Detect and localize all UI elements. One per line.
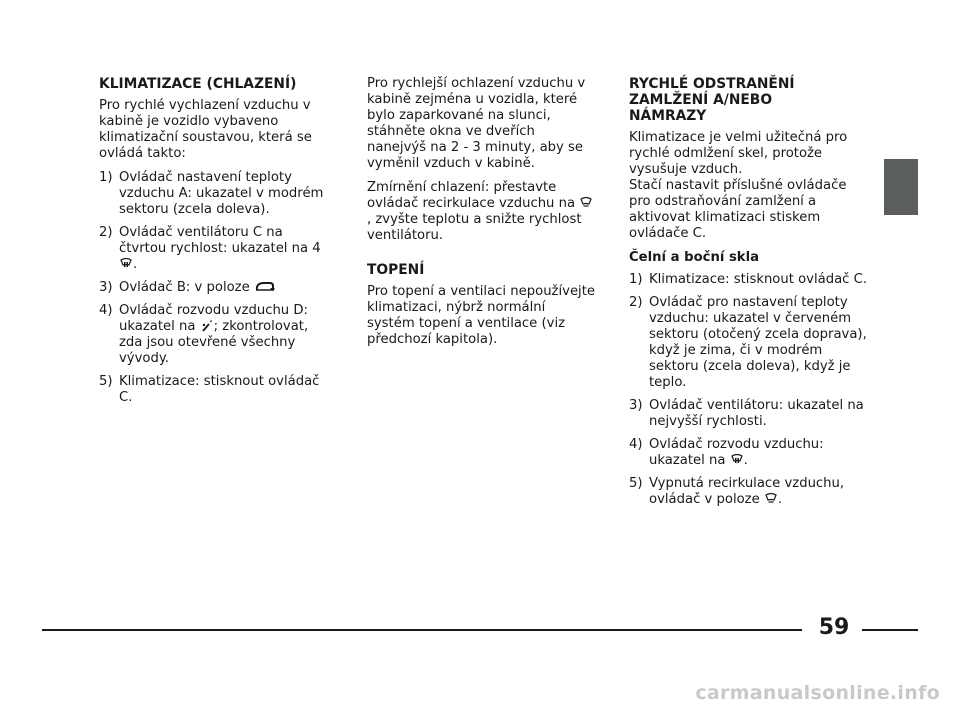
recirculation-icon xyxy=(255,281,275,292)
column-quick-cooling xyxy=(367,76,597,356)
fresh-air-icon xyxy=(580,197,592,208)
list-item: 5) Klimatizace: stisknout ovládač C. xyxy=(99,374,320,405)
column-air-conditioning xyxy=(99,76,334,413)
defogging-steps-list xyxy=(629,272,869,508)
list-item: 2) Ovládač ventilátoru C na čtvrtou rychlost: ukazatel na 4 . xyxy=(99,225,321,272)
footer-rule-right xyxy=(862,629,918,631)
list-item: 4) Ovládač rozvodu vzduchu: ukazatel na . xyxy=(629,437,824,468)
defogging-intro: Klimatizace je velmi užitečná pro rychlé odmlžení skel, protože vysušuje vzduch. xyxy=(629,130,848,177)
list-item: 3) Ovládač B: v poloze xyxy=(99,280,334,296)
subsection-title-windows: Čelní a boční skla xyxy=(629,250,759,265)
page-number: 59 xyxy=(818,615,850,640)
list-item: 3) Ovládač ventilátoru: ukazatel na nejvyšší rychlosti. xyxy=(629,398,864,429)
windshield-defrost-icon xyxy=(120,258,132,269)
list-item: 2) Ovládač pro nastavení teploty vzduchu: ukazatel v červeném sektoru (otočený zcela doprava), když je zima, či v modrém sektoru (zcela doleva), když je teplo. xyxy=(629,295,867,390)
watermark: carmanualsonline.info xyxy=(695,682,940,704)
section-title-heating: TOPENÍ xyxy=(367,262,425,278)
column-defogging xyxy=(629,76,869,515)
list-item: 1) Ovládač nastavení teploty vzduchu A: ukazatel v modrém sektoru (zcela doleva). xyxy=(99,170,324,217)
cooling-steps-list xyxy=(99,170,334,406)
intro-paragraph: Pro rychlé vychlazení vzduchu v kabině je vozidlo vybaveno klimatizační soustavou, která se ovládá takto: xyxy=(99,98,312,161)
chapter-thumb-tab xyxy=(884,159,918,215)
list-item: 5) Vypnutá recirkulace vzduchu, ovládač v poloze . xyxy=(629,476,845,507)
heating-paragraph: Pro topení a ventilaci nepoužívejte klimatizaci, nýbrž normální systém topení a ventilace (viz předchozí kapitola). xyxy=(367,284,596,347)
windshield-defrost-icon xyxy=(731,454,743,465)
section-title-air-conditioning: KLIMATIZACE (CHLAZENÍ) xyxy=(99,76,297,92)
defogging-instructions: Stačí nastavit příslušné ovládače pro odstraňování zamlžení a aktivovat klimatizaci stiskem ovládače C. xyxy=(629,178,847,241)
list-item: 4) Ovládač rozvodu vzduchu D: ukazatel na ; zkontrolovat, zda jsou otevřené všechny vývody. xyxy=(99,303,309,366)
fresh-air-icon xyxy=(765,493,777,504)
list-item: 1) Klimatizace: stisknout ovládač C. xyxy=(629,272,868,287)
reduce-cooling-paragraph: Zmírnění chlazení: přestavte ovládač recirkulace vzduchu na , zvyšte teplotu a snižte rychlost ventilátoru. xyxy=(367,180,597,244)
section-title-defogging: RYCHLÉ ODSTRANĚNÍ ZAMLŽENÍ A/NEBO NÁMRAZY xyxy=(629,76,795,124)
footer-rule-left xyxy=(42,629,802,631)
face-vent-icon xyxy=(201,320,213,331)
quick-cooling-paragraph: Pro rychlejší ochlazení vzduchu v kabině zejména u vozidla, které bylo zaparkované na slunci, stáhněte okna ve dveřích nanejvýš na 2 - 3 minuty, aby se vyměnil vzduch v kabině. xyxy=(367,76,586,171)
